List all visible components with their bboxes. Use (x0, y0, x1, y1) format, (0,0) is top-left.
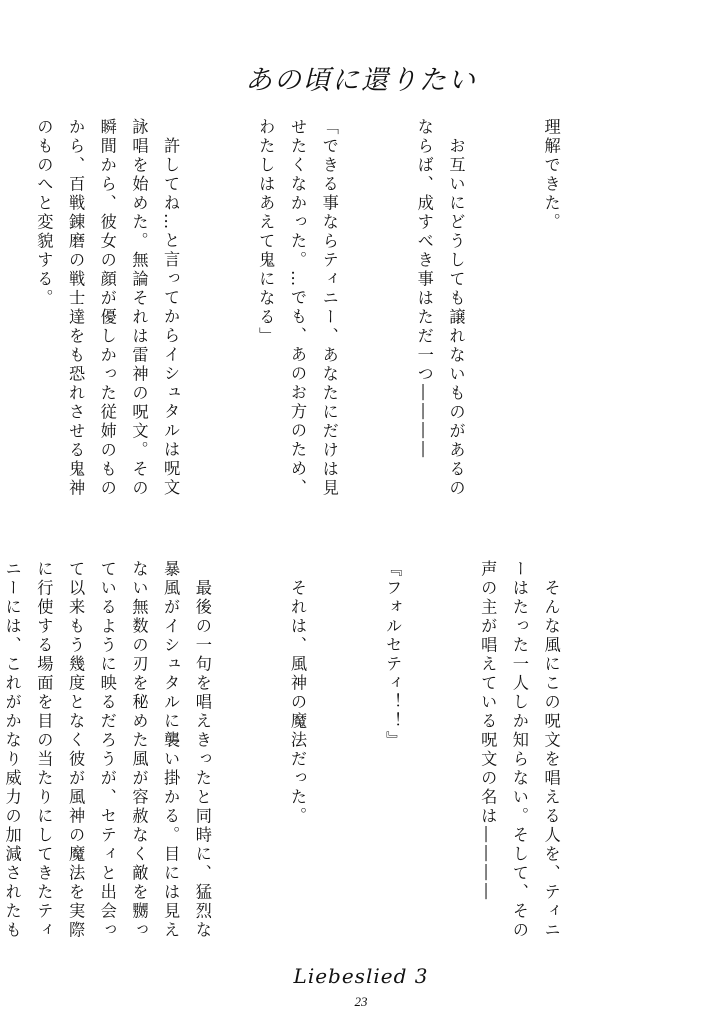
page-title: あの頃に還りたい (245, 65, 477, 96)
paragraph: 最後の一句を唱えきったと同時に、猛烈な暴風がイシュタルに襲い掛かる。目には見えない無数の刃を秘めた風が容赦なく敵を嬲っているように映るだろうが、セティと出会って以来もう幾度となく彼が風神の魔法を実際に行使する場面を目の当たりにしてきたティニーには、これがかなり威力の加減されたも (2, 560, 212, 940)
paragraph: 『フォルセティ！！』 (383, 560, 403, 750)
paragraph: それは、風神の魔法だった。 (287, 560, 307, 826)
book-title: Liebeslied 3 (293, 964, 429, 988)
lower-text-block (2, 560, 630, 955)
paragraph: そんな風にこの呪文を唱える人を、ティニーはたった一人しか知らない。そして、その声の主が唱えている呪文の名は―――― (478, 560, 561, 940)
paragraph: 許してね…と言ってからイシュタルは呪文詠唱を始めた。無論それは雷神の呪文。その瞬間から、彼女の顔が優しかった従姉のものから、百戦錬磨の戦士達をも恐れさせる鬼神のものへと変貌する。 (34, 118, 181, 498)
paragraph: お互いにどうしても譲れないものがあるのならば、成すべき事はただ一つ―――― (414, 118, 466, 498)
paragraph: 「できる事ならティニー、あなたにだけは見せたくなかった。…でも、あのお方のため、わたしはあえて鬼になる」 (256, 118, 339, 498)
upper-text-block (34, 118, 630, 513)
paragraph: 理解できた。 (541, 118, 561, 232)
page-number: 23 (354, 994, 368, 1009)
